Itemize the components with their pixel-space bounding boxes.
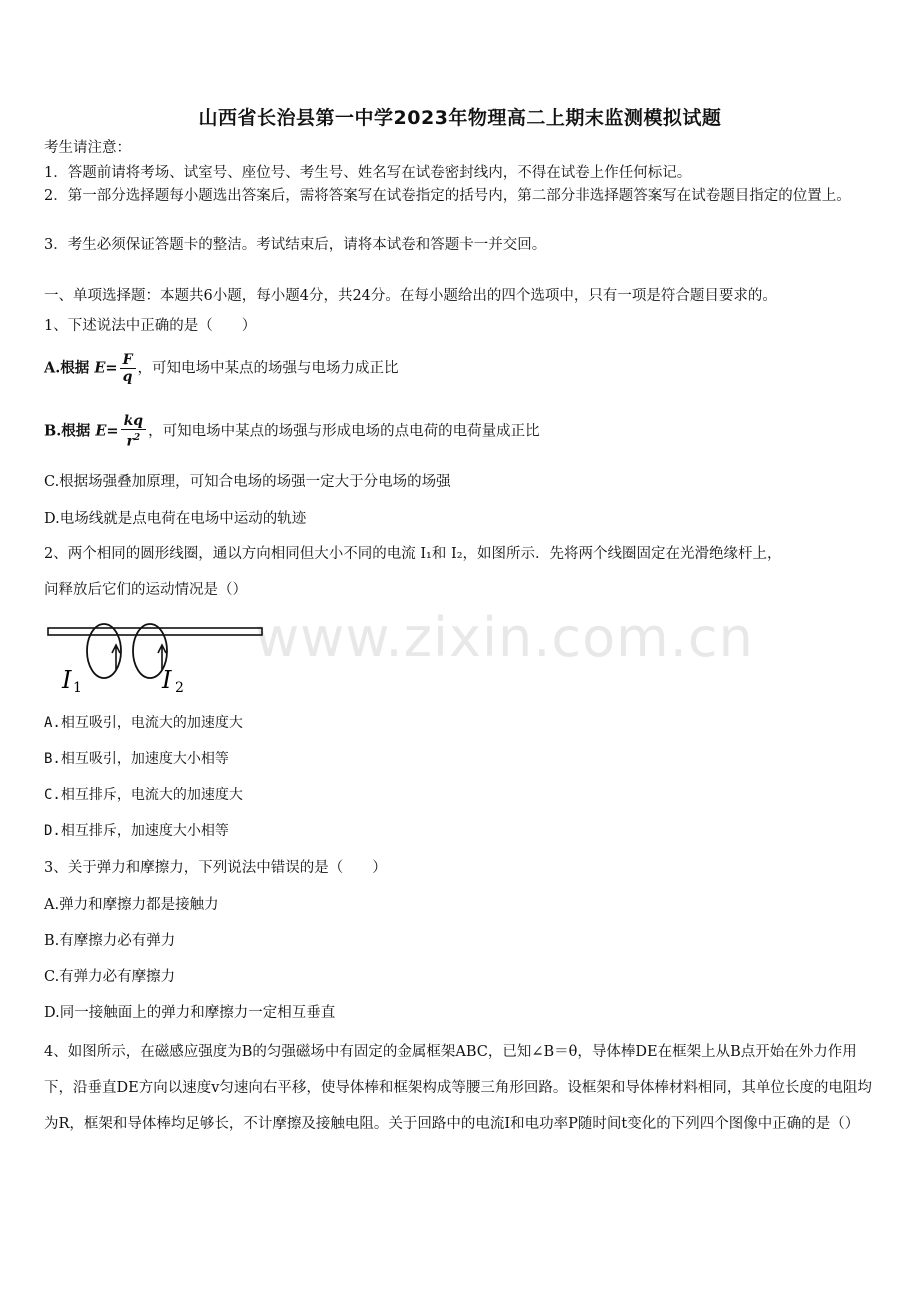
insulating-rod xyxy=(48,628,262,635)
q1-option-b xyxy=(44,413,540,450)
label-i1: I xyxy=(62,666,72,694)
q2-option-c: C.相互排斥，电流大的加速度大 xyxy=(44,787,243,803)
notice-item-3: 3．考生必须保证答题卡的整洁。考试结束后，请将本试卷和答题卡一并交回。 xyxy=(44,237,547,253)
q2-option-a: A.相互吸引，电流大的加速度大 xyxy=(44,715,243,731)
q1-b-sup: 2 xyxy=(133,433,141,443)
q1-a-prefix: A.根据 xyxy=(44,359,90,377)
q1-b-den-wrap xyxy=(121,430,147,450)
q3-option-c: C.有弹力必有摩擦力 xyxy=(44,969,176,985)
q1-a-eq: E= xyxy=(94,359,118,377)
page-title: 山西省长治县第一中学2023年物理高二上期末监测模拟试题 xyxy=(198,107,722,129)
q1-b-text: ，可知电场中某点的场强与形成电场的点电荷的电荷量成正比 xyxy=(148,423,540,440)
label-i2: I xyxy=(162,666,172,694)
q2-stem-line2: 问释放后它们的运动情况是（） xyxy=(44,582,247,598)
q3-option-d: D.同一接触面上的弹力和摩擦力一定相互垂直 xyxy=(44,1005,336,1021)
coil-figure xyxy=(44,612,274,697)
notice-item-1: 1．答题前请将考场、试室号、座位号、考生号、姓名写在试卷密封线内，不得在试卷上作任何标记。 xyxy=(44,165,692,181)
q1-option-d: D.电场线就是点电荷在电场中运动的轨迹 xyxy=(44,511,307,527)
q1-a-den: q xyxy=(122,369,133,385)
label-i2-sub: 2 xyxy=(175,680,184,696)
q1-b-prefix: B.根据 xyxy=(44,422,91,440)
q3-stem: 3、关于弹力和摩擦力，下列说法中错误的是（ ） xyxy=(44,860,387,876)
q3-option-b: B.有摩擦力必有弹力 xyxy=(44,933,176,949)
q1-b-fraction xyxy=(121,413,147,450)
q1-b-eq: E= xyxy=(95,422,119,440)
q1-stem: 1、下述说法中正确的是（ ） xyxy=(44,318,257,334)
q2-option-b: B.相互吸引，加速度大小相等 xyxy=(44,751,229,767)
label-i1-sub: 1 xyxy=(73,680,82,696)
notice-item-2: 2．第一部分选择题每小题选出答案后，需将答案写在试卷指定的括号内，第二部分非选择题答案写在试卷题目指定的位置上。 xyxy=(44,188,851,204)
q1-option-a xyxy=(44,352,399,385)
q1-a-fraction xyxy=(120,352,136,385)
section-heading: 一、单项选择题：本题共6小题，每小题4分，共24分。在每小题给出的四个选项中，只有一项是符合题目要求的。 xyxy=(44,288,777,304)
q4-stem: 4、如图所示，在磁感应强度为B的匀强磁场中有固定的金属框架ABC，已知∠B＝θ，导体棒DE在框架上从B点开始在外力作用下，沿垂直DE方向以速度v匀速向右平移，使导体棒和框架构成等腰三角形回路。设框架和导体棒材料相同，其单位长度的电阻均为R，框架和导体棒均足够长，不计摩擦及接触电阻。关于回路中的电流I和电功率P随时间t变化的下列四个图像中正确的是（） xyxy=(44,1044,872,1132)
q2-stem-line1: 2、两个相同的圆形线圈，通以方向相同但大小不同的电流 I₁和 I₂，如图所示．先将两个线圈固定在光滑绝缘杆上， xyxy=(44,546,782,562)
notice-heading: 考生请注意： xyxy=(44,140,131,156)
q1-option-c: C.根据场强叠加原理，可知合电场的场强一定大于分电场的场强 xyxy=(44,474,451,490)
watermark: www.zixin.com.cn xyxy=(255,606,754,669)
q3-option-a: A.弹力和摩擦力都是接触力 xyxy=(44,897,219,913)
q1-b-num: kq xyxy=(121,413,147,430)
q2-option-d: D.相互排斥，加速度大小相等 xyxy=(44,823,229,839)
q1-b-den: r xyxy=(126,433,134,450)
q1-a-text: ，可知电场中某点的场强与电场力成正比 xyxy=(137,360,399,377)
q1-a-num: F xyxy=(120,352,136,369)
